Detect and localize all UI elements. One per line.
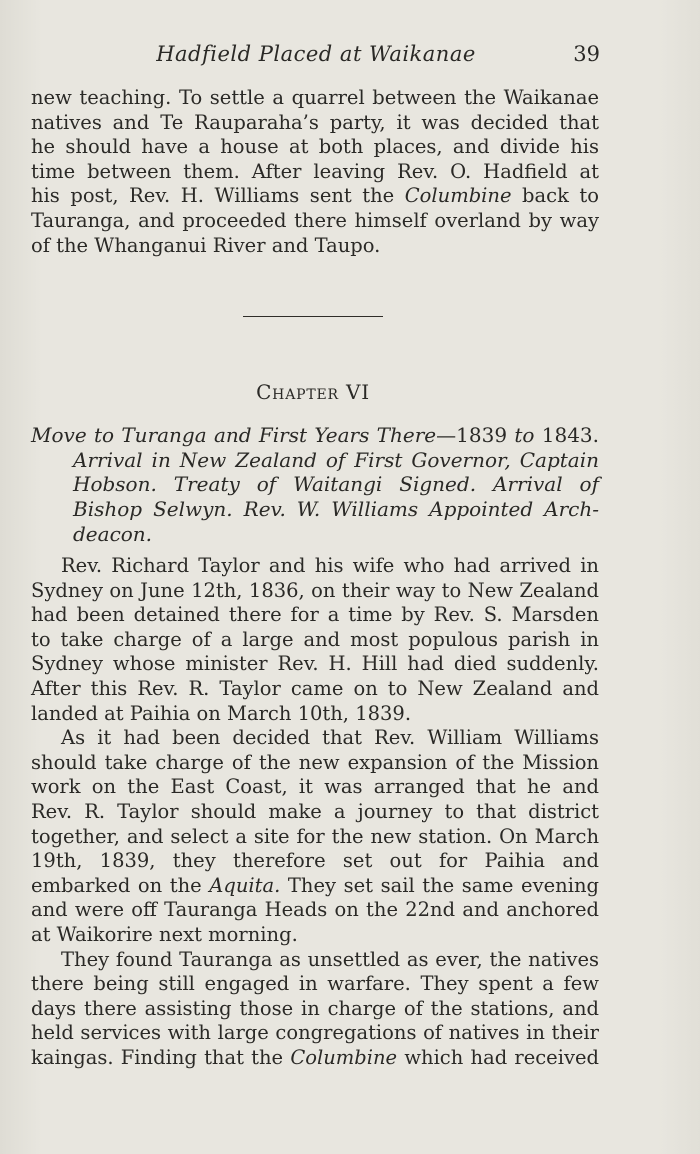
text-line: at Waikorire next morning. <box>31 922 298 946</box>
section-divider <box>243 316 383 317</box>
text-fragment: his post, Rev. H. Williams sent the <box>31 184 405 208</box>
text-line: work on the East Coast, it was arranged that he and <box>31 775 599 799</box>
summary-line: deacon. <box>73 521 153 546</box>
chapter-summary <box>31 423 599 547</box>
text-line: new teaching. To settle a quarrel between the Waikanae <box>31 86 599 109</box>
text-line: Sydney on June 12th, 1836, on their way to New Zealand <box>31 578 599 602</box>
summary-fragment: Move to Turanga and First Years There <box>31 423 437 447</box>
text-fragment: back to <box>511 184 599 208</box>
text-line: time between them. After leaving Rev. O. Hadfield at <box>31 159 599 183</box>
summary-line <box>31 423 599 448</box>
chapter-title: Chapter VI <box>256 380 370 404</box>
text-line: Sydney whose minister Rev. H. Hill had died suddenly. <box>31 652 599 676</box>
text-line: Tauranga, and proceeded there himself overland by way <box>31 208 599 232</box>
summary-fragment: to <box>514 423 535 447</box>
text-fragment: which had received <box>397 1045 599 1069</box>
summary-line: Hobson. Treaty of Waitangi Signed. Arrival of <box>73 472 599 497</box>
text-line: 19th, 1839, they therefore set out for Paihia and <box>31 849 599 873</box>
text-fragment: kaingas. Finding that the <box>31 1045 291 1069</box>
text-line: held services with large congregations of natives in their <box>31 1021 599 1045</box>
text-line: They found Tauranga as unsettled as ever, the natives <box>61 947 599 971</box>
chapter-heading <box>0 380 626 404</box>
text-line: of the Whanganui River and Taupo. <box>31 233 381 257</box>
text-fragment: embarked on the <box>31 873 210 897</box>
body-text <box>31 554 599 1070</box>
text-line: to take charge of a large and most populous parish in <box>31 627 599 651</box>
text-line: natives and Te Rauparaha’s party, it was decided that <box>31 110 599 134</box>
text-line: had been detained there for a time by Rev. S. Marsden <box>31 603 599 627</box>
text-line: and were off Tauranga Heads on the 22nd and anchored <box>31 898 599 922</box>
text-line: there being still engaged in warfare. They spent a few <box>31 972 599 996</box>
text-line: together, and select a site for the new station. On March <box>31 824 599 848</box>
text-line: landed at Paihia on March 10th, 1839. <box>31 701 412 725</box>
text-line <box>31 874 599 899</box>
text-line: days there assisting those in charge of the stations, and <box>31 996 599 1020</box>
text-line: he should have a house at both places, and divide his <box>31 135 599 159</box>
page-number: 39 <box>573 42 600 66</box>
text-line: After this Rev. R. Taylor came on to New Zealand and <box>31 676 599 700</box>
text-line: Rev. Richard Taylor and his wife who had arrived in <box>61 554 599 577</box>
running-head <box>32 42 600 72</box>
text-line: should take charge of the new expansion of the Mission <box>31 750 599 774</box>
summary-line: Arrival in New Zealand of First Governor, Captain <box>73 447 599 472</box>
ship-name: Columbine <box>290 1045 398 1069</box>
text-line: As it had been decided that Rev. William Williams <box>61 726 599 750</box>
text-line: Rev. R. Taylor should make a journey to that district <box>31 799 599 823</box>
text-line <box>31 184 599 209</box>
text-fragment: They set sail the same evening <box>280 873 599 897</box>
ship-name: Aquita. <box>209 873 281 897</box>
ship-name: Columbine <box>404 184 512 208</box>
opening-paragraph <box>31 86 599 258</box>
running-title: Hadfield Placed at Waikanae <box>156 42 476 66</box>
summary-fragment: —1839 <box>436 423 515 447</box>
text-line <box>31 1046 599 1071</box>
summary-fragment: 1843. <box>534 423 599 447</box>
summary-line: Bishop Selwyn. Rev. W. Williams Appointed Arch- <box>73 497 599 522</box>
